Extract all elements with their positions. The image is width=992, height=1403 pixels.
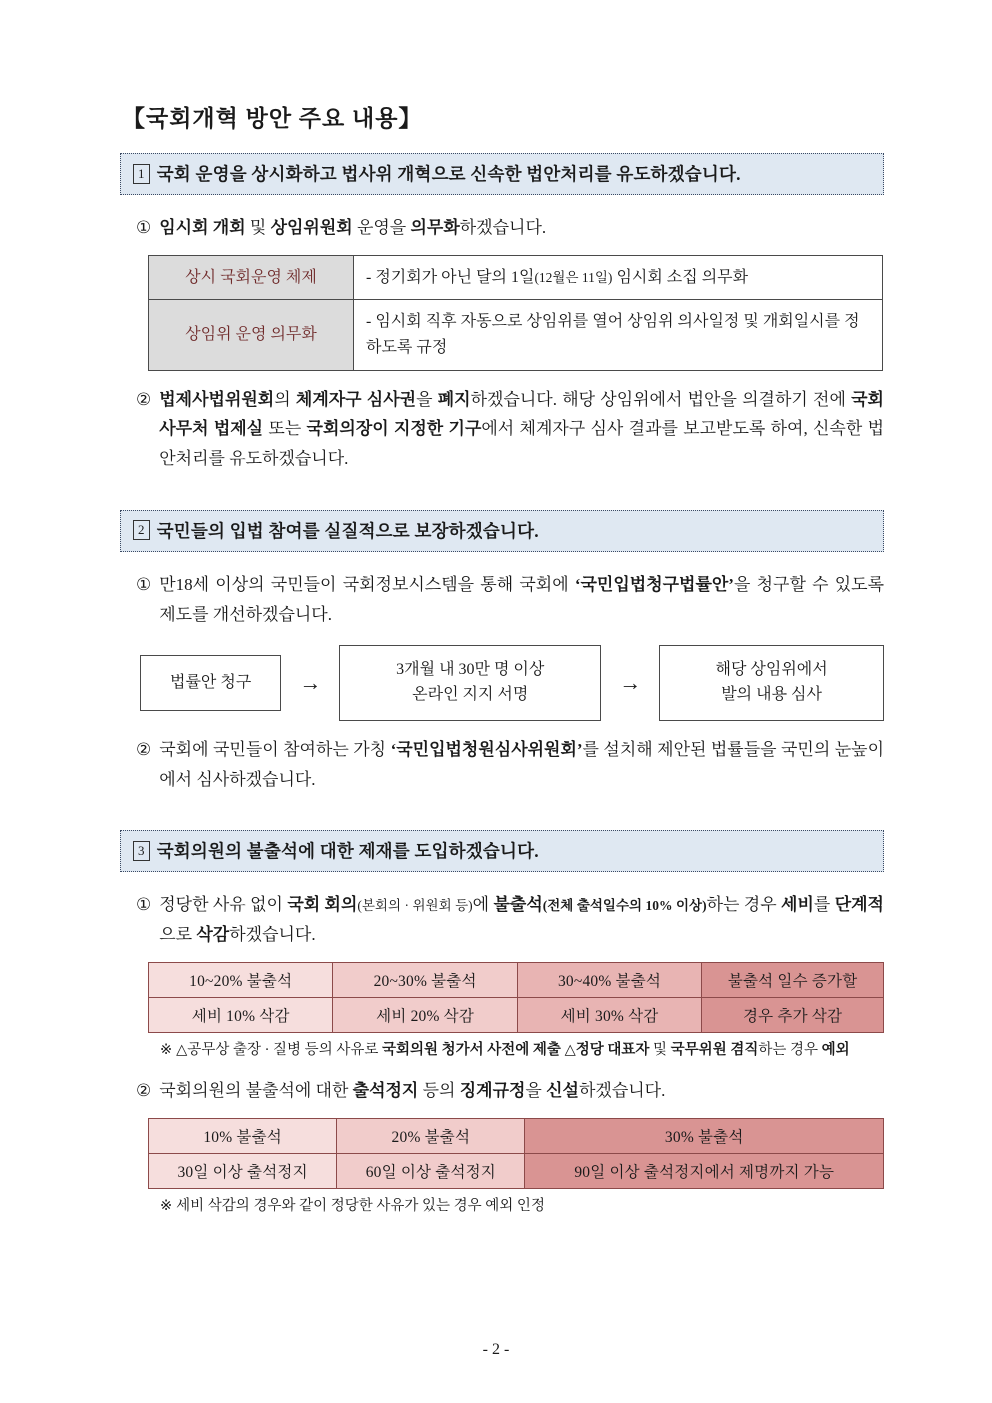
item-text — [159, 385, 884, 474]
item-text-note: (본회의 · 위원회 등) — [357, 898, 473, 914]
item-text-part: 을 — [525, 1081, 542, 1101]
item-text-part: 및 — [249, 218, 267, 237]
item-text-part: 하겠습니다. — [459, 218, 547, 237]
table-cell: 세비 30% 삭감 — [517, 997, 701, 1032]
note-part: △공무상 출장 · 질병 등의 사유로 — [176, 1041, 379, 1058]
table-cell-value: - 임시회 직후 자동으로 상임위를 열어 상임위 의사일정 및 개회일시를 정하도록 규정 — [354, 300, 883, 370]
item-text-part: 체계자구 심사권 — [295, 389, 417, 409]
item-text-part: 국회의장이 지정한 기구 — [306, 419, 482, 439]
item-text-part: 운영을 — [356, 218, 407, 237]
item-text — [159, 735, 884, 795]
item-text-part: 을 청구할 수 있도록 제도를 개선하겠습니다. — [159, 574, 884, 624]
discipline-exception-note — [160, 1195, 884, 1218]
item-text-part: 삭감 — [196, 925, 230, 945]
table-row — [149, 1118, 884, 1153]
item-text-part: 법제사법위원회 — [159, 389, 275, 409]
table-cell: 60일 이상 출석정지 — [337, 1153, 525, 1188]
note-marker: ※ — [160, 1197, 173, 1214]
item-text-part: ‘국민입법청원심사위원회’ — [390, 739, 583, 759]
table-row — [149, 300, 883, 370]
item-text-part: 불출석 — [493, 895, 543, 915]
item-marker: ② — [136, 389, 152, 409]
flow-step-3 — [659, 645, 884, 721]
item-text-part: 정당한 사유 없이 — [159, 895, 283, 915]
table-cell: 세비 20% 삭감 — [333, 997, 517, 1032]
table-cell: 30% 불출석 — [525, 1118, 884, 1153]
item-text-part: 을 — [416, 389, 433, 409]
section-number-2: 2 — [133, 520, 150, 540]
flow-step-3-line1: 해당 상임위에서 — [715, 661, 828, 679]
salary-exception-note — [160, 1039, 884, 1062]
item-text-part: 국회의원의 불출석에 대한 — [159, 1081, 349, 1101]
item-text-part: 하겠습니다. 해당 상임위에서 법안을 의결하기 전에 — [470, 389, 846, 409]
item-text-part: 의무화 — [410, 218, 460, 237]
table-cell: 세비 10% 삭감 — [149, 997, 333, 1032]
salary-reduction-table — [148, 962, 884, 1033]
list-item — [136, 1076, 884, 1106]
item-text-part: 등의 — [422, 1081, 456, 1101]
item-text-part: ‘국민입법청구법률안’ — [574, 574, 734, 594]
flow-step-2-line1: 3개월 내 30만 명 이상 — [396, 661, 545, 679]
table-value-part: 임시회 소집 의무화 — [616, 268, 749, 286]
list-item — [136, 213, 884, 243]
flow-step-1-label: 법률안 청구 — [170, 673, 252, 691]
item-text-part: 를 — [813, 895, 831, 915]
item-text-part: 폐지 — [437, 389, 471, 409]
item-text-part: 하겠습니다. — [578, 1081, 666, 1101]
table-cell: 20~30% 불출석 — [333, 962, 517, 997]
item-text-part: 출석정지 — [352, 1081, 419, 1101]
item-text-part: 상임위원회 — [270, 218, 353, 237]
item-text-part: 국회에 국민들이 참여하는 가칭 — [159, 739, 387, 759]
note-part: 및 — [653, 1041, 668, 1058]
table-row — [149, 997, 884, 1032]
item-text-part: 하겠습니다. — [229, 925, 316, 945]
table-cell: 10~20% 불출석 — [149, 962, 333, 997]
item-marker: ① — [136, 218, 152, 237]
table-value-part: - 정기회가 아닌 달의 1일 — [366, 268, 535, 286]
note-part: 하는 경우 — [758, 1041, 818, 1058]
arrow-right-icon: → — [619, 670, 642, 696]
table-row — [149, 255, 883, 300]
item-text-part: 국회 회의 — [287, 895, 358, 915]
item-text-part: 세비 — [781, 895, 814, 915]
page-number: - 2 - — [482, 1341, 510, 1358]
item-marker: ① — [136, 895, 152, 915]
item-text-part: 만18세 이상의 국민들이 국회정보시스템을 통해 국회에 — [159, 574, 569, 594]
flow-step-3-line2: 발의 내용 심사 — [721, 686, 822, 704]
table-cell: 30일 이상 출석정지 — [149, 1153, 337, 1188]
item-text-part: 임시회 개회 — [159, 218, 246, 237]
item-text — [159, 570, 884, 630]
item-marker: ② — [136, 1081, 152, 1101]
note-marker: ※ — [160, 1041, 173, 1058]
table-cell: 10% 불출석 — [149, 1118, 337, 1153]
note-part: 예외 — [821, 1041, 850, 1058]
operation-table — [148, 255, 883, 371]
section-heading-1 — [120, 153, 884, 195]
arrow-right-icon: → — [299, 670, 322, 696]
note-part: 세비 삭감의 경우와 같이 정당한 사유가 있는 경우 예외 인정 — [176, 1197, 545, 1214]
table-cell: 경우 추가 삭감 — [702, 997, 884, 1032]
item-text-part: 의 — [274, 389, 291, 409]
item-text-part: 에 — [472, 895, 490, 915]
item-text-note: (전체 출석일수의 10% 이상) — [542, 898, 707, 914]
item-marker: ① — [136, 574, 152, 594]
item-text-part: 에서 체계자구 심사 결과를 보고받도록 하여, 신속한 법안처리를 유도하겠습니다. — [159, 419, 884, 469]
note-part: 국무위원 겸직 — [670, 1041, 759, 1058]
section-heading-2 — [120, 510, 884, 552]
flow-step-2 — [339, 645, 601, 721]
item-text-part: 하는 경우 — [706, 895, 777, 915]
table-cell-value — [354, 255, 883, 300]
section-heading-text-1: 국회 운영을 상시화하고 법사위 개혁으로 신속한 법안처리를 유도하겠습니다. — [156, 164, 741, 184]
table-cell: 90일 이상 출석정지에서 제명까지 가능 — [525, 1153, 884, 1188]
item-text-part: 국회사무처 법제실 — [159, 389, 884, 439]
section-heading-3 — [120, 830, 884, 872]
item-text-part: 징계규정 — [459, 1081, 526, 1101]
item-text — [159, 1076, 884, 1106]
list-item — [136, 570, 884, 630]
table-row — [149, 962, 884, 997]
list-item — [136, 890, 884, 950]
note-part: △ — [564, 1041, 576, 1058]
section-heading-text-2: 국민들의 입법 참여를 실질적으로 보장하겠습니다. — [156, 520, 539, 541]
section-number-1: 1 — [133, 164, 150, 184]
list-item — [136, 735, 884, 795]
table-cell-label: 상임위 운영 의무화 — [149, 300, 354, 370]
legislation-flow-diagram — [140, 645, 884, 721]
section-heading-text-3: 국회의원의 불출석에 대한 제재를 도입하겠습니다. — [156, 841, 539, 862]
item-text-part: 또는 — [268, 419, 302, 439]
note-part: 정당 대표자 — [575, 1041, 650, 1058]
list-item — [136, 385, 884, 474]
item-text-part: 를 설치해 제안된 법률들을 국민의 눈높이에서 심사하겠습니다. — [159, 739, 884, 789]
discipline-table — [148, 1118, 884, 1189]
table-row — [149, 1153, 884, 1188]
section-number-3: 3 — [133, 841, 150, 861]
item-text-part: 신설 — [546, 1081, 579, 1101]
item-marker: ② — [136, 739, 152, 759]
table-cell-label: 상시 국회운영 체제 — [149, 255, 354, 300]
table-cell: 20% 불출석 — [337, 1118, 525, 1153]
table-cell: 30~40% 불출석 — [517, 962, 701, 997]
note-part: 국회의원 청가서 사전에 제출 — [381, 1041, 561, 1058]
item-text-part: 단계적 — [834, 895, 884, 915]
flow-step-1 — [140, 655, 281, 711]
table-value-note: (12월은 11일) — [534, 269, 613, 285]
item-text — [159, 890, 884, 950]
item-text — [159, 213, 884, 243]
table-cell: 불출석 일수 증가할 — [702, 962, 884, 997]
item-text-part: 으로 — [159, 925, 193, 945]
page-title: 【국회개혁 방안 주요 내용】 — [122, 106, 423, 131]
flow-step-2-line2: 온라인 지지 서명 — [412, 686, 529, 704]
